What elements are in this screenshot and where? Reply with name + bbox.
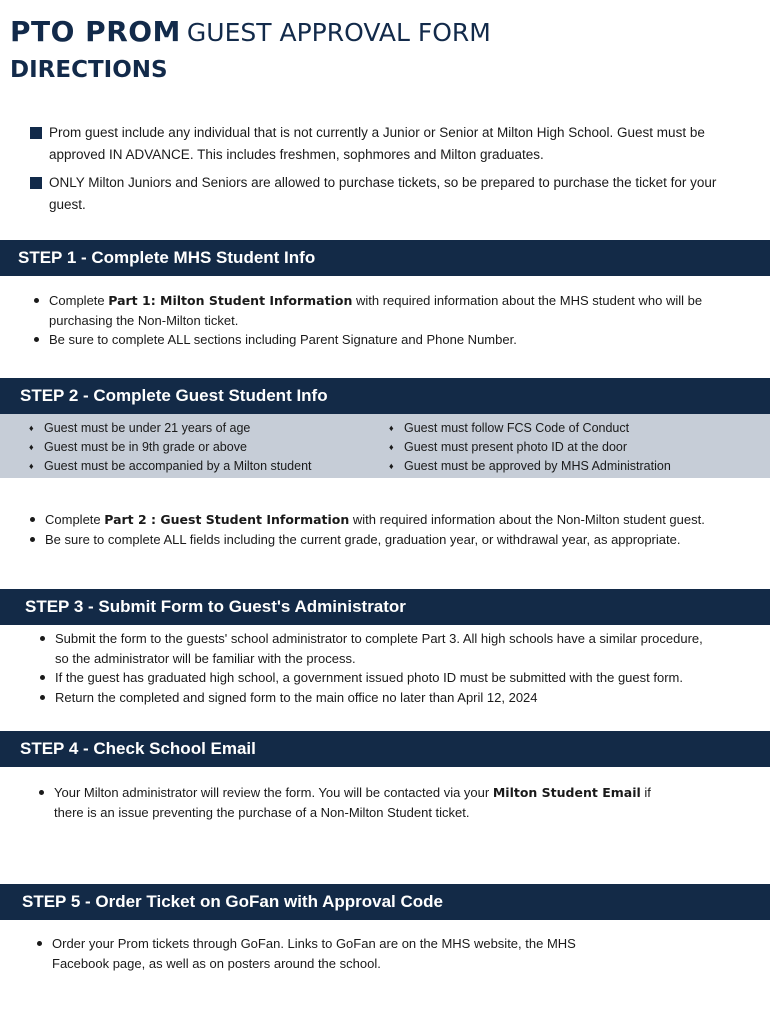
step1-list — [30, 291, 730, 350]
requirements-left — [27, 419, 367, 476]
list-item — [30, 291, 730, 330]
step1-b1-pre: Complete — [49, 293, 109, 308]
square-bullet-icon — [30, 177, 42, 189]
title-rest: GUEST APPROVAL FORM — [186, 18, 491, 47]
title-bold: PTO PROM — [10, 15, 181, 48]
step2-b1-bold: Part 2 : Guest Student Information — [104, 512, 350, 527]
step4-heading: STEP 4 - Check School Email — [20, 739, 256, 758]
list-item: Return the completed and signed form to the main office no later than April 12, 2024 — [36, 688, 716, 708]
step4-b1-bold: Milton Student Email — [492, 785, 641, 800]
list-item: ♦ Guest must present photo ID at the door — [387, 438, 757, 457]
list-item — [35, 783, 655, 822]
page-subtitle: DIRECTIONS — [10, 57, 168, 83]
step5-heading: STEP 5 - Order Ticket on GoFan with Approval Code — [22, 892, 443, 911]
step2-heading-bar — [0, 378, 770, 414]
step1-b1-post: with required information about the MHS student who will be purchasing the Non-Milton ticket. — [49, 293, 703, 328]
step1-heading: STEP 1 - Complete MHS Student Info — [18, 248, 316, 267]
direction-text: Prom guest include any individual that is not currently a Junior or Senior at Milton High School. Guest must be approved IN ADVANCE. This includes freshmen, sophmores and Milton graduates. — [49, 125, 705, 162]
list-item: ♦ Guest must be approved by MHS Administration — [387, 457, 757, 476]
step3-heading-bar — [0, 589, 770, 625]
square-bullet-icon — [30, 127, 42, 139]
step2-b1-pre: Complete — [45, 512, 105, 527]
step4-heading-bar — [0, 731, 770, 767]
directions-list — [28, 122, 728, 222]
step4-b1-pre: Your Milton administrator will review the form. You will be contacted via your — [54, 785, 493, 800]
direction-item — [28, 122, 728, 166]
step5-list — [33, 934, 613, 973]
list-item: ♦ Guest must be in 9th grade or above — [27, 438, 367, 457]
requirements-right — [387, 419, 757, 476]
list-item: Be sure to complete ALL fields including the current grade, graduation year, or withdrawal year, as appropriate. — [26, 530, 736, 550]
step4-b1-post: if there is an issue preventing the purchase of a Non-Milton Student ticket. — [54, 785, 651, 820]
step4-list — [35, 783, 655, 822]
step3-list — [36, 629, 716, 707]
list-item: If the guest has graduated high school, a government issued photo ID must be submitted with the guest form. — [36, 668, 716, 688]
step1-heading-bar — [0, 240, 770, 276]
step3-heading: STEP 3 - Submit Form to Guest's Administrator — [25, 597, 406, 616]
step5-heading-bar — [0, 884, 770, 920]
list-item — [26, 510, 736, 530]
list-item: ♦ Guest must be under 21 years of age — [27, 419, 367, 438]
direction-item — [28, 172, 728, 216]
step1-b1-bold: Part 1: Milton Student Information — [108, 293, 353, 308]
list-item: Be sure to complete ALL sections including Parent Signature and Phone Number. — [30, 330, 730, 350]
guest-requirements-band — [0, 414, 770, 478]
list-item: ♦ Guest must be accompanied by a Milton student — [27, 457, 367, 476]
step2-list — [26, 510, 736, 549]
list-item: Submit the form to the guests' school administrator to complete Part 3. All high schools have a similar procedure, so the administrator will be familiar with the process. — [36, 629, 716, 668]
direction-text: ONLY Milton Juniors and Seniors are allowed to purchase tickets, so be prepared to purchase the ticket for your guest. — [49, 175, 717, 212]
list-item: Order your Prom tickets through GoFan. Links to GoFan are on the MHS website, the MHS Facebook page, as well as on posters around the school. — [33, 934, 613, 973]
step2-b1-post: with required information about the Non-Milton student guest. — [349, 512, 705, 527]
page-title — [10, 14, 491, 51]
list-item: ♦ Guest must follow FCS Code of Conduct — [387, 419, 757, 438]
step2-heading: STEP 2 - Complete Guest Student Info — [20, 386, 328, 405]
